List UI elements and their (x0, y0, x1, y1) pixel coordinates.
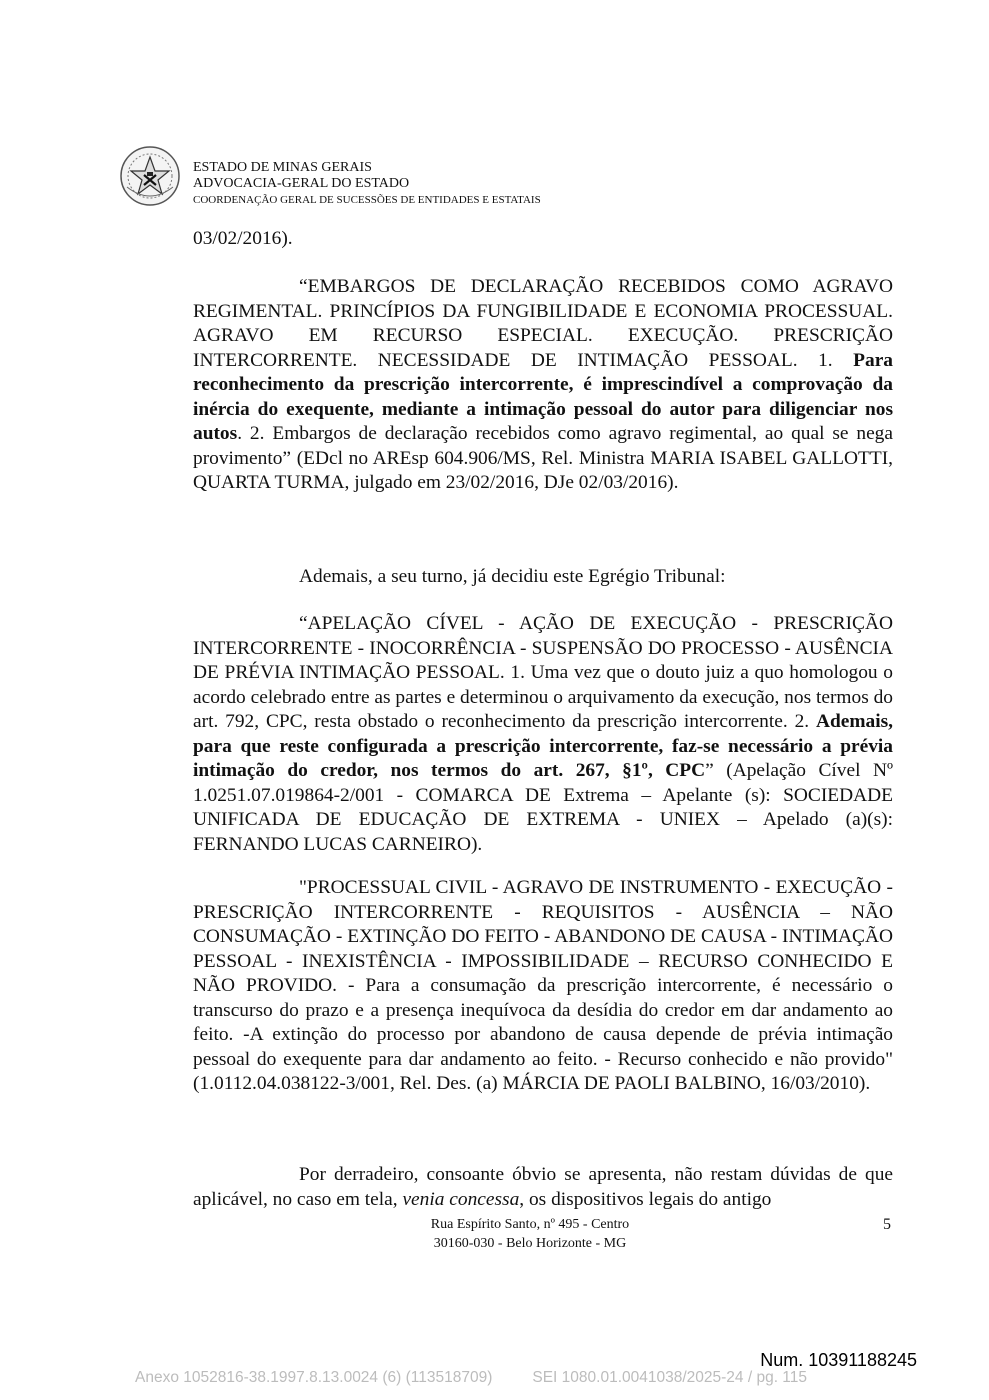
paragraph-text: Ademais, a seu turno, já decidiu este Egrégio Tribunal: (299, 566, 726, 587)
sei-page-ref: SEI 1080.01.0041038/2025-24 / pg. 115 (532, 1369, 808, 1386)
header-department: COORDENAÇÃO GERAL DE SUCESSÕES DE ENTIDADES E ESTATAIS (193, 194, 541, 206)
quote-processual-civil (193, 876, 893, 1097)
quote-text: “EMBARGOS DE DECLARAÇÃO RECEBIDOS COMO AGRAVO REGIMENTAL. PRINCÍPIOS DA FUNGIBILIDADE E ECONOMIA PROCESSUAL. AGRAVO EM RECURSO ESPECIAL. EXECUÇÃO. PRESCRIÇÃO INTERCORRENTE. NECESSIDADE DE INTIMAÇÃO PESSOAL. 1. (193, 276, 893, 371)
quote-bold-text: Ademais, para que reste configurada a prescrição intercorrente, faz-se necessário a prévia intimação do credor, nos termos do art. 267, §1º, CPC (193, 711, 893, 781)
coat-of-arms-seal-icon (119, 145, 181, 207)
paragraph-text: 03/02/2016). (193, 228, 293, 249)
paragraph-ademais (193, 565, 893, 590)
header-agency: ADVOCACIA-GERAL DO ESTADO (193, 176, 410, 191)
letterhead (193, 160, 541, 208)
document-number: Num. 10391188245 (760, 1350, 917, 1370)
footer-address (380, 1215, 680, 1253)
paragraph-derradeiro (193, 1163, 893, 1212)
header-state: ESTADO DE MINAS GERAIS (193, 160, 372, 175)
quote-text: . 2. Embargos de declaração recebidos como agravo regimental, ao qual se nega provimento” (EDcl no AREsp 604.906/MS, Rel. Ministra MARIA ISABEL GALLOTTI, QUARTA TURMA, julgado em 23/02/2016, DJe 02/03/2016). (193, 423, 893, 493)
annex-id: Anexo 1052816-38.1997.8.13.0024 (6) (113518709) (135, 1369, 493, 1386)
footer-address-line1: Rua Espírito Santo, nº 495 - Centro (430, 1217, 630, 1232)
quote-bold-text: Para reconhecimento da prescrição intercorrente, é imprescindível a comprovação da inércia do exequente, mediante a intimação pessoal do autor para diligenciar nos autos (193, 349, 893, 444)
quote-embargos (193, 275, 893, 496)
quote-text: ” (Apelação Cível Nº 1.0251.07.019864-2/001 - COMARCA DE Extrema – Apelante (s): SOCIEDADE UNIFICADA DE EDUCAÇÃO DE EXTREMA - UNIEX – Apelado (a)(s): FERNANDO LUCAS CARNEIRO). (193, 760, 893, 855)
quote-apelacao (193, 612, 893, 857)
quote-text: “APELAÇÃO CÍVEL - AÇÃO DE EXECUÇÃO - PRESCRIÇÃO INTERCORRENTE - INOCORRÊNCIA - SUSPENSÃO DO PROCESSO - AUSÊNCIA DE PRÉVIA INTIMAÇÃO PESSOAL. 1. Uma vez que o douto juiz a quo homologou o acordo celebrado entre as partes e determinou o arquivamento da execução, nos termos do art. 792, CPC, resta obstado o reconhecimento da prescrição intercorrente. 2. (193, 613, 893, 732)
paragraph-italic-text: venia concessa (402, 1188, 520, 1210)
paragraph-date-end (193, 227, 893, 252)
page-number: 5 (883, 1216, 891, 1233)
annex-stamp (135, 1369, 807, 1387)
footer-address-line2: 30160-030 - Belo Horizonte - MG (433, 1236, 627, 1251)
paragraph-text: Por derradeiro, consoante óbvio se apresenta, não restam dúvidas de que aplicável, no caso em tela, (193, 1164, 893, 1210)
quote-text: "PROCESSUAL CIVIL - AGRAVO DE INSTRUMENTO - EXECUÇÃO - PRESCRIÇÃO INTERCORRENTE - REQUISITOS - AUSÊNCIA – NÃO CONSUMAÇÃO - EXTINÇÃO DO FEITO - ABANDONO DE CAUSA - INTIMAÇÃO PESSOAL - INEXISTÊNCIA - IMPOSSIBILIDADE – RECURSO CONHECIDO E NÃO PROVIDO. - Para a consumação da prescrição intercorrente, é necessário o transcurso do prazo e a presença inequívoca da desídia do credor em dar andamento ao feito. -A extinção do processo por abandono de causa depende de prévia intimação pessoal do exequente para dar andamento ao feito. - Recurso conhecido e não provido" (1.0112.04.038122-3/001, Rel. Des. (a) MÁRCIA DE PAOLI BALBINO, 16/03/2010). (193, 877, 893, 1094)
paragraph-text: , os dispositivos legais do antigo (519, 1188, 772, 1210)
